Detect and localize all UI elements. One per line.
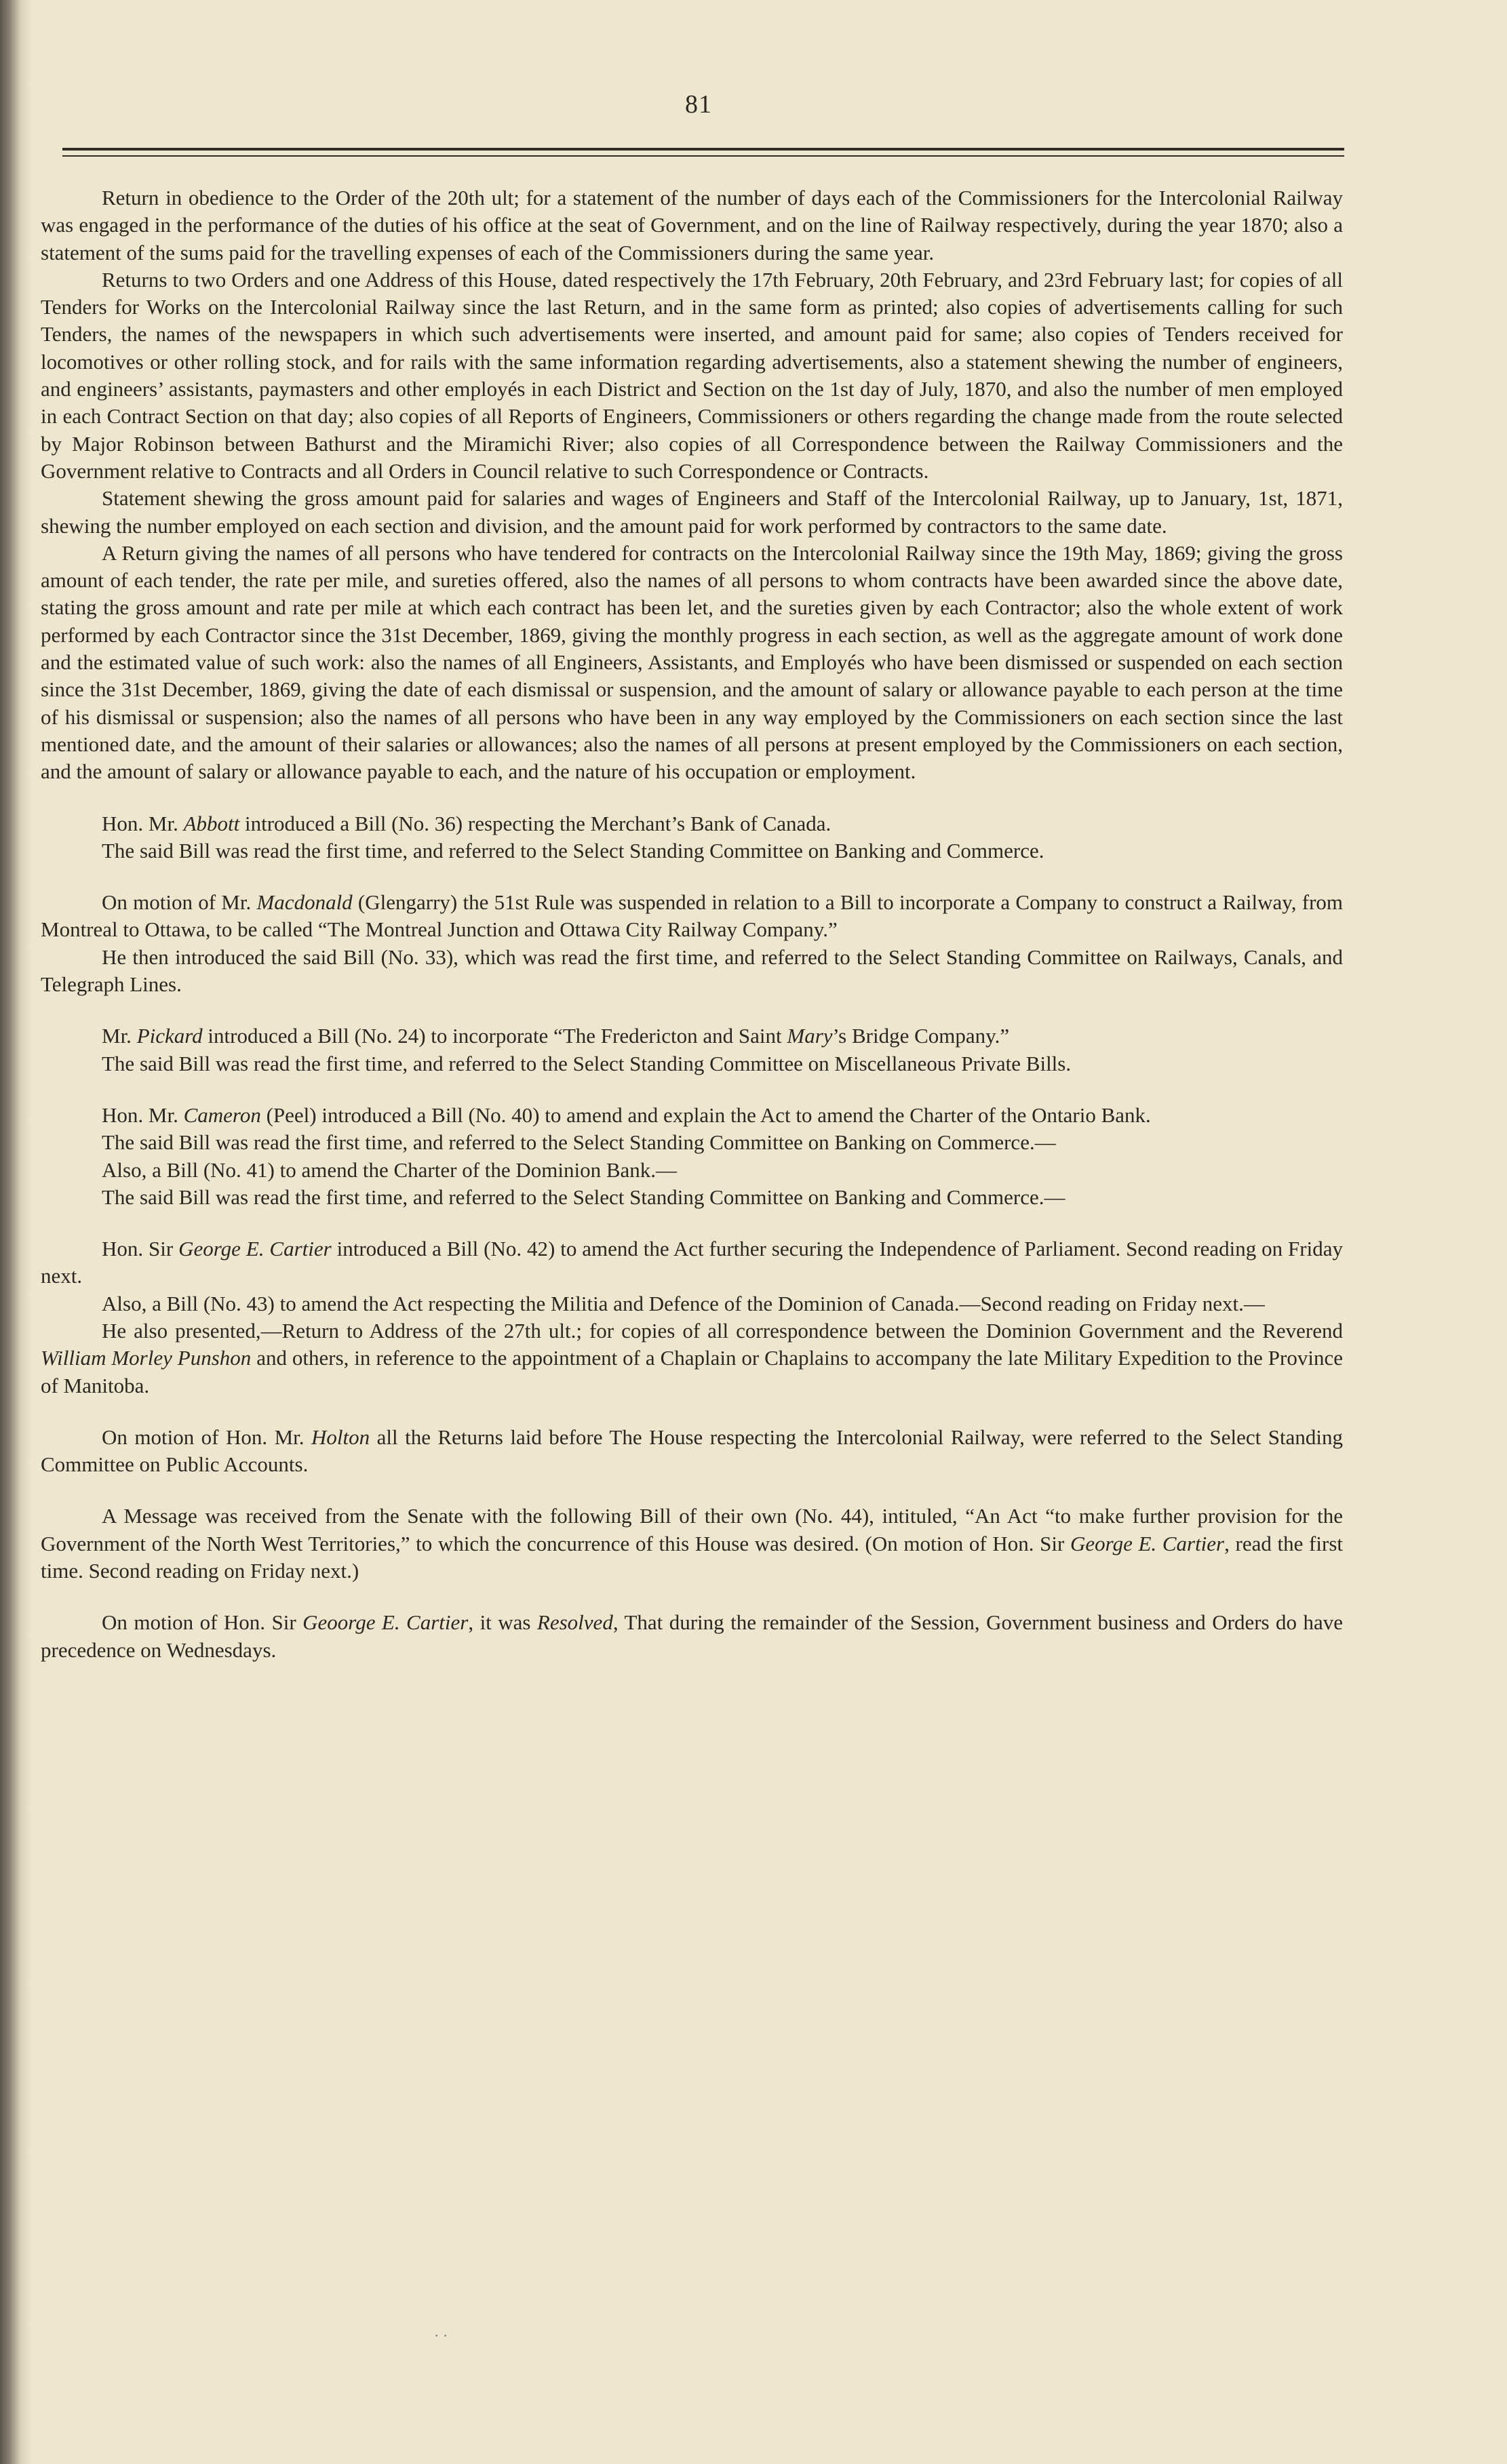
italic-name: Abbott [183, 811, 240, 835]
entry-text: Also, a Bill (No. 43) to amend the Act respecting the Militia and Defence of the Dominion of Canada.—Second reading on Friday next.— [102, 1291, 1265, 1315]
journal-entry-p13 [41, 1157, 1343, 1184]
journal-entry-p11 [41, 1102, 1343, 1129]
journal-entry-p4 [41, 540, 1343, 786]
entry-text: ’s Bridge Company.” [832, 1024, 1010, 1048]
italic-name: William Morley Punshon [41, 1346, 252, 1370]
entry-text: On motion of Hon. Mr. [102, 1425, 312, 1449]
entry-text: introduced a Bill (No. 42) to amend the Act further securing the Independence of Parliament. Second reading on Friday next. [41, 1237, 1343, 1288]
journal-entry-p20 [41, 1609, 1343, 1664]
entry-text: all the Returns laid before The House respecting the Intercolonial Railway, were referred to the Select Standing Committee on Public Accounts. [41, 1425, 1343, 1477]
journal-entry-p16 [41, 1290, 1343, 1317]
entry-text: introduced a Bill (No. 24) to incorporate “The Fredericton and Saint [202, 1024, 787, 1048]
entry-text: Also, a Bill (No. 41) to amend the Charter of the Dominion Bank.— [102, 1157, 678, 1182]
italic-name: George E. Cartier [178, 1237, 332, 1261]
entry-text: (Glengarry) the 51st Rule was suspended in relation to a Bill to incorporate a Company to construct a Railway, from Montreal to Ottawa, to be called “The Montreal Junction and Ottawa City Railway Company.” [41, 890, 1343, 942]
journal-entry-p5 [41, 810, 1343, 837]
entry-text: Return in obedience to the Order of the 20th ult; for a statement of the number of days each of the Commissioners for the Intercolonial Railway was engaged in the performance of the duties of his office at the seat of Government, and on the line of Railway respectively, during the year 1870; also a statement of the sums paid for the travelling expenses of each of the Commissioners during the same year. [41, 186, 1343, 264]
page-mark: · · [434, 2327, 448, 2344]
italic-name: Cameron [183, 1102, 261, 1127]
italic-name: George E. Cartier [1070, 1531, 1225, 1555]
entry-text: , it was [468, 1610, 537, 1635]
header-rule [62, 148, 1344, 151]
entry-text: (Peel) introduced a Bill (No. 40) to amend and explain the Act to amend the Charter of the Ontario Bank. [260, 1102, 1151, 1127]
entry-text: He then introduced the said Bill (No. 33), which was read the first time, and referred to the Select Standing Committee on Railways, Canals, and Telegraph Lines. [41, 945, 1343, 997]
journal-entry-p17 [41, 1317, 1343, 1399]
entry-text: introduced a Bill (No. 36) respecting the Merchant’s Bank of Canada. [239, 811, 831, 835]
page-number: 81 [685, 90, 712, 119]
journal-entry-p14 [41, 1184, 1343, 1211]
entry-text: and others, in reference to the appointment of a Chaplain or Chaplains to accompany the late Military Expedition to the Province of Manitoba. [41, 1346, 1343, 1397]
journal-entry-p2 [41, 266, 1343, 485]
entry-text: Hon. Sir [102, 1237, 179, 1261]
entry-text: A Message was received from the Senate with the following Bill of their own (No. 44), intituled, “An Act “to make further provision for the Government of the North West Territories,” to which the concurrence of this House was desired. (On motion of Hon. Sir [41, 1504, 1343, 1555]
entry-text: , That during the remainder of the Session, Government business and Orders do have precedence on Wednesdays. [41, 1610, 1344, 1662]
header-rule-thin [62, 155, 1344, 157]
entry-text: On motion of Hon. Sir [102, 1610, 303, 1635]
entry-text: The said Bill was read the first time, and referred to the Select Standing Committee on Miscellaneous Private Bills. [102, 1051, 1072, 1075]
journal-entry-p7 [41, 889, 1343, 944]
journal-entry-p3 [41, 485, 1343, 540]
entry-text: He also presented,—Return to Address of the 27th ult.; for copies of all correspondence between the Dominion Government and the Reverend [102, 1318, 1343, 1343]
journal-entry-p6 [41, 837, 1343, 865]
italic-name: Macdonald [256, 890, 353, 915]
binding-spine [0, 0, 31, 2464]
entry-text: Statement shewing the gross amount paid for salaries and wages of Engineers and Staff of the Intercolonial Railway, up to January, 1st, 1871, shewing the number employed on each section and division, and the amount paid for work performed by contractors to the same date. [41, 486, 1343, 538]
journal-entry-p9 [41, 1022, 1343, 1050]
journal-entry-p18 [41, 1424, 1343, 1479]
entry-text: The said Bill was read the first time, and referred to the Select Standing Committee on Banking on Commerce.— [102, 1130, 1056, 1155]
entry-text: , read the first time. Second reading on Friday next.) [41, 1531, 1343, 1583]
italic-name: Pickard [136, 1024, 203, 1048]
italic-name: Resolved [536, 1610, 613, 1635]
italic-name: Mary [787, 1024, 833, 1048]
italic-name: Holton [311, 1425, 370, 1449]
entry-text: A Return giving the names of all persons who have tendered for contracts on the Intercolonial Railway since the 19th May, 1869; giving the gross amount of each tender, the rate per mile, and sureties offered, also the names of all persons to whom contracts have been awarded since the above date, stating the gross amount and rate per mile at which each contract has been let, and the sureties given by each Contractor; also the whole extent of work performed by each Contractor since the 31st December, 1869, giving the monthly progress in each section, as well as the aggregate amount of work done and the estimated value of such work: also the names of all Engineers, Assistants, and Employés who have been dismissed or suspended on each section since the 31st December, 1869, giving the date of each dismissal or suspension, and the amount of salary or allowance payable to each person at the time of his dismissal or suspension; also the names of all persons who have been in any way employed by the Commissioners on each section since the last mentioned date, and the amount of their salaries or allowances; also the names of all persons at present employed by the Commissioners on each section, and the amount of salary or allowance payable to each, and the nature of his occupation or employment. [41, 540, 1343, 784]
entry-text: The said Bill was read the first time, and referred to the Select Standing Committee on Banking and Commerce.— [102, 1185, 1065, 1209]
journal-entry-p10 [41, 1050, 1343, 1077]
journal-entry-p19 [41, 1503, 1343, 1585]
journal-entry-p15 [41, 1235, 1343, 1290]
journal-entry-p1 [41, 184, 1343, 266]
journal-entry-p12 [41, 1129, 1343, 1156]
journal-text [41, 184, 1343, 1664]
entry-text: Hon. Mr. [102, 811, 184, 835]
journal-entry-p8 [41, 944, 1343, 999]
entry-text: Hon. Mr. [102, 1102, 184, 1127]
entry-text: Mr. [102, 1024, 137, 1048]
entry-text: The said Bill was read the first time, and referred to the Select Standing Committee on Banking and Commerce. [102, 838, 1044, 862]
italic-name: Geoorge E. Cartier [302, 1610, 469, 1635]
entry-text: On motion of Mr. [102, 890, 257, 915]
entry-text: Returns to two Orders and one Address of this House, dated respectively the 17th February, 20th February, and 23rd February last; for copies of all Tenders for Works on the Intercolonial Railway since the last Return, and in the same form as printed; also copies of advertisements calling for such Tenders, the names of the newspapers in which such advertisements were inserted, and amount paid for same; also copies of Tenders received for locomotives or other rolling stock, and for rails with the same information regarding advertisements, also a statement shewing the number of engineers, and engineers’ assistants, paymasters and other employés in each District and Section on the 1st day of July, 1870, and also the number of men employed in each Contract Section on that day; also copies of all Reports of Engineers, Commissioners or others regarding the change made from the route selected by Major Robinson between Bathurst and the Miramichi River; also copies of all Correspondence between the Railway Commissioners and the Government relative to Contracts and all Orders in Council relative to such Correspondence or Contracts. [41, 267, 1343, 483]
